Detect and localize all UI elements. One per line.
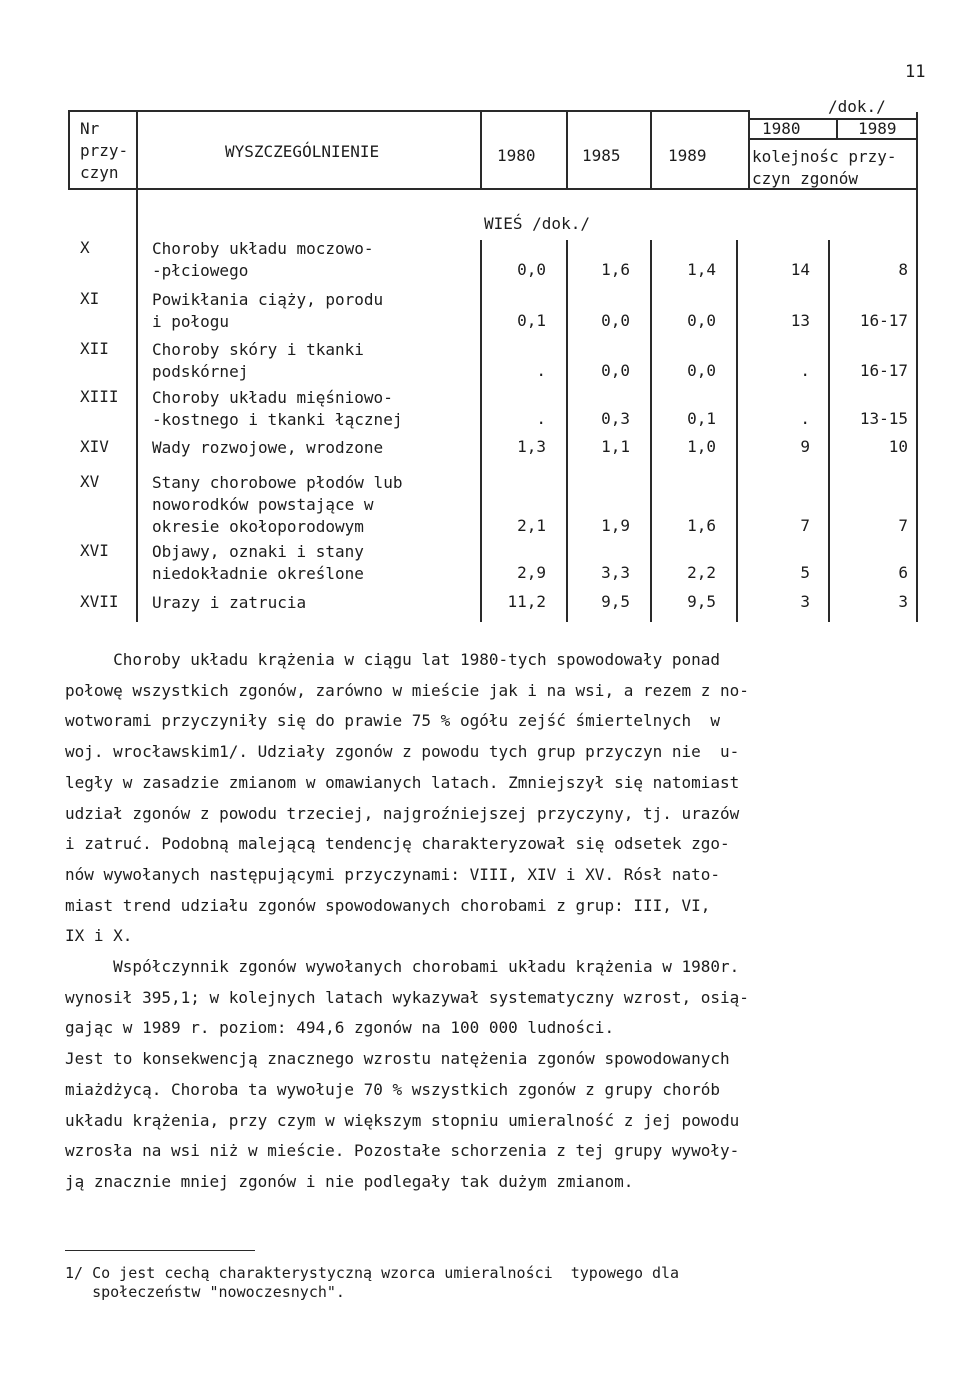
value-1989: 1,4 (687, 260, 716, 279)
row-description: Powikłania ciąży, porodu i połogu (152, 290, 384, 331)
value-1985: 3,3 (601, 563, 630, 582)
rank-1980: . (800, 409, 810, 428)
value-1989: 0,1 (687, 409, 716, 428)
rank-1980: 14 (790, 260, 810, 279)
body-line: udział zgonów z powodu trzeciej, najgroźniejszej przyczyny, tj. urazów (65, 803, 740, 823)
rank-1980: 13 (790, 311, 810, 330)
value-1989: 0,0 (687, 361, 716, 380)
body-line: układu krążenia, przy czym w większym stopniu umieralność z jej powodu (65, 1110, 740, 1130)
row-description: Urazy i zatrucia (152, 593, 307, 612)
body-line: ją znacznie mniej zgonów i nie podlegały tak dużym zmianom. (65, 1171, 634, 1191)
value-1985: 1,9 (601, 516, 630, 535)
body-line: i zatruć. Podobną malejącą tendencję charakteryzował się odsetek zgo- (65, 834, 730, 854)
value-1989: 1,0 (687, 437, 716, 456)
table-top-border (68, 110, 748, 112)
footnote-separator (65, 1250, 255, 1251)
rank-1980: 7 (800, 516, 810, 535)
row-description: Wady rozwojowe, wrodzone (152, 438, 384, 457)
col-border (828, 240, 830, 622)
footnote: 1/ Co jest cechą charakterystyczną wzorca umieralności typowego dla społeczeństw "nowoczesnych". (65, 1264, 680, 1301)
value-1989: 2,2 (687, 563, 716, 582)
col-border (566, 110, 568, 190)
value-1980: 2,1 (517, 516, 546, 535)
value-1985: 1,1 (601, 437, 630, 456)
rank-1989: 3 (898, 592, 908, 611)
value-1980: 0,0 (517, 260, 546, 279)
header-title: WYSZCZEGÓLNIENIE (225, 142, 380, 161)
rank-1980: 3 (800, 592, 810, 611)
col-border (136, 190, 138, 622)
rank-year-bottom-border (748, 138, 918, 140)
row-nr: X (80, 238, 90, 257)
row-nr: XVII (80, 592, 119, 611)
value-1980: . (536, 361, 546, 380)
value-1985: 0,0 (601, 361, 630, 380)
header-year-1989: 1989 (668, 146, 707, 165)
page-number: 11 (905, 62, 926, 82)
col-border (480, 240, 482, 622)
col-border (136, 110, 138, 190)
value-1985: 0,3 (601, 409, 630, 428)
col-border (650, 240, 652, 622)
value-1980: 0,1 (517, 311, 546, 330)
row-description: Choroby układu moczowo- -płciowego (152, 239, 374, 280)
body-line: Współczynnik zgonów wywołanych chorobami układu krążenia w 1980r. (65, 957, 740, 976)
value-1980: 11,2 (507, 592, 546, 611)
row-description: Choroby układu mięśniowo- -kostnego i tkanki łącznej (152, 388, 403, 429)
header-year-1985: 1985 (582, 146, 621, 165)
header-nr: Nr przy- czyn (80, 119, 129, 182)
rank-1989: 10 (888, 437, 908, 456)
body-line: wotworami przyczyniły się do prawie 75 % ogółu zejść śmiertelnych w (65, 711, 721, 731)
value-1985: 1,6 (601, 260, 630, 279)
col-border (480, 110, 482, 190)
body-line: Choroby układu krążenia w ciągu lat 1980-tych spowodowały ponad (65, 650, 721, 669)
body-line: miast trend udziału zgonów spowodowanych chorobami z grup: III, VI, (65, 895, 711, 915)
col-border (916, 112, 918, 190)
value-1989: 0,0 (687, 311, 716, 330)
header-year-1980: 1980 (497, 146, 536, 165)
row-nr: XIV (80, 437, 109, 456)
rank-1980: . (800, 361, 810, 380)
rank-1989: 7 (898, 516, 908, 535)
body-line: wzrosła na wsi niż w mieście. Pozostałe schorzenia z tej grupy wywoły- (65, 1141, 740, 1161)
col-border (916, 190, 918, 622)
value-1989: 1,6 (687, 516, 716, 535)
row-nr: XI (80, 289, 100, 308)
col-border (748, 110, 750, 190)
section-label: WIEŚ /dok./ (484, 214, 590, 233)
row-nr: XIII (80, 387, 119, 406)
rank-1989: 6 (898, 563, 908, 582)
value-1980: 1,3 (517, 437, 546, 456)
col-border (736, 240, 738, 622)
rank-1989: 13-15 (859, 409, 908, 428)
body-line: nów wywołanych następującymi przyczynami: VIII, XIV i XV. Rósł nato- (65, 864, 721, 884)
row-description: Choroby skóry i tkanki podskórnej (152, 340, 364, 381)
body-line: gając w 1989 r. poziom: 494,6 zgonów na 100 000 ludności. (65, 1018, 615, 1038)
value-1980: . (536, 409, 546, 428)
row-nr: XVI (80, 541, 109, 560)
body-line: miażdżycą. Choroba ta wywołuje 70 % wszystkich zgonów z grupy chorób (65, 1079, 721, 1099)
body-line: woj. wrocławskim1/. Udziały zgonów z powodu tych grup przyczyn nie u- (65, 742, 740, 762)
row-description: Objawy, oznaki i stany niedokładnie określone (152, 542, 364, 583)
header-rank-label: kolejnośc przy- czyn zgonów (752, 147, 897, 188)
body-line: legły w zasadzie zmianom w omawianych latach. Zmniejszył się natomiast (65, 772, 740, 792)
header-continuation-note: /dok./ (828, 97, 886, 116)
rank-1980: 9 (800, 437, 810, 456)
col-border (566, 240, 568, 622)
rank-1989: 16-17 (859, 311, 908, 330)
header-rank-1989: 1989 (858, 119, 897, 138)
value-1989: 9,5 (687, 592, 716, 611)
value-1985: 0,0 (601, 311, 630, 330)
body-line: wynosił 395,1; w kolejnych latach wykazywał systematyczny wzrost, osią- (65, 987, 749, 1007)
rank-1980: 5 (800, 563, 810, 582)
body-line: połowę wszystkich zgonów, zarówno w mieście jak i na wsi, a rezem z no- (65, 680, 749, 700)
row-description: Stany chorobowe płodów lub noworodków powstające w okresie okołoporodowym (152, 473, 403, 536)
rank-1989: 16-17 (859, 361, 908, 380)
row-nr: XV (80, 472, 100, 491)
col-border (68, 110, 70, 190)
row-nr: XII (80, 339, 109, 358)
value-1985: 9,5 (601, 592, 630, 611)
body-line: IX i X. (65, 926, 133, 946)
rank-1989: 8 (898, 260, 908, 279)
body-line: Jest to konsekwencją znacznego wzrostu natężenia zgonów spowodowanych (65, 1049, 730, 1069)
rank-year-divider (836, 118, 838, 138)
header-rank-1980: 1980 (762, 119, 801, 138)
col-border (650, 110, 652, 190)
value-1980: 2,9 (517, 563, 546, 582)
